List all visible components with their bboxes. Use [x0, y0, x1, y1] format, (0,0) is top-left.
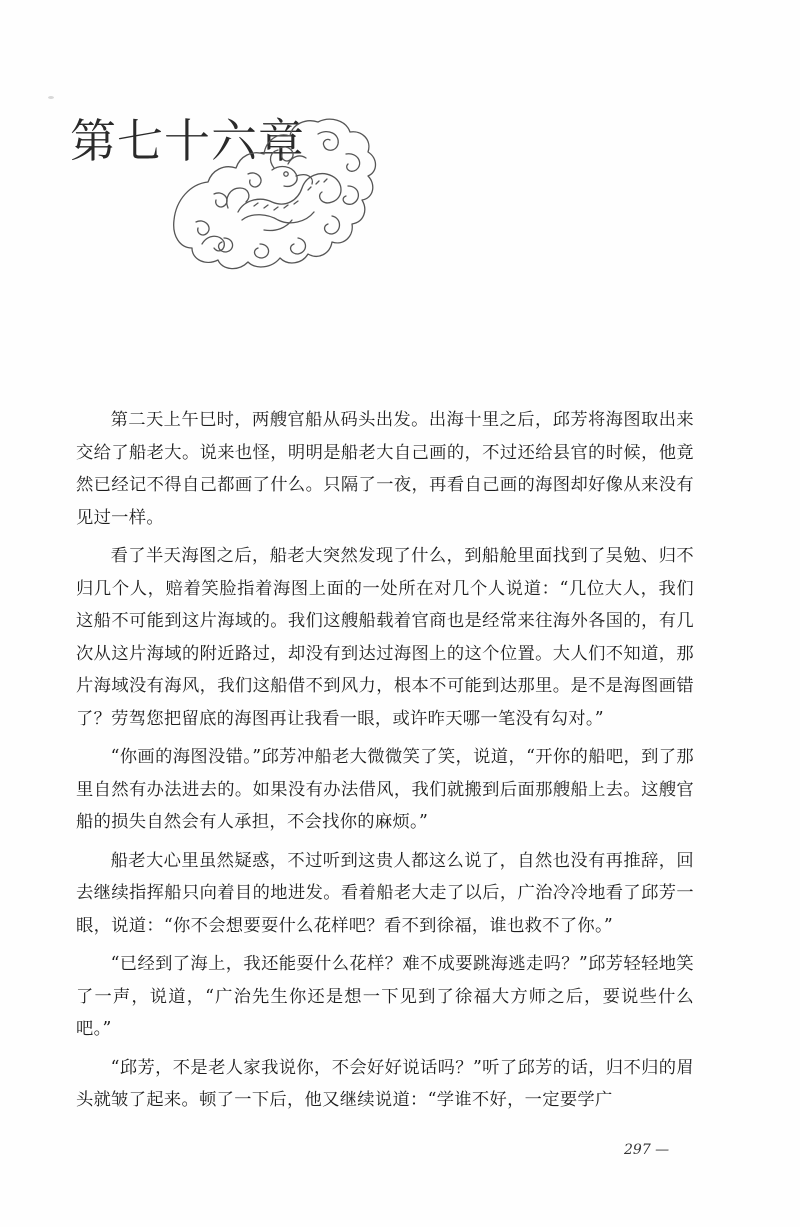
chapter-title: 第七十六章 [70, 114, 305, 168]
scan-speck [48, 96, 54, 99]
chapter-body [76, 404, 694, 1123]
paragraph: “已经到了海上，我还能耍什么花样？难不成要跳海逃走吗？”邱芳轻轻地笑了一声，说道，“广治先生你还是想一下见到了徐福大方师之后，要说些什么吧。” [76, 954, 694, 1039]
paragraph: 船老大心里虽然疑惑，不过听到这贵人都这么说了，自然也没有再推辞，回去继续指挥船只向着目的地进发。看着船老大走了以后，广治冷冷地看了邱芳一眼，说道：“你不会想要耍什么花样吧？看不到徐福，谁也救不了你。” [76, 850, 694, 936]
paragraph: “你画的海图没错。”邱芳冲船老大微微笑了笑，说道，“开你的船吧，到了那里自然有办法进去的。如果没有办法借风，我们就搬到后面那艘船上去。这艘官船的损失自然会有人承担，不会找你的麻烦。” [76, 747, 694, 832]
paragraph: 看了半天海图之后，船老大突然发现了什么，到船舱里面找到了吴勉、归不归几个人，赔着笑脸指着海图上面的一处所在对几个人说道：“几位大人，我们这船不可能到这片海域的。我们这艘船载着官商也是经常来往海外各国的，有几次从这片海域的附近路过，却没有到达过海图上的这个位置。大人们不知道，那片海域没有海风，我们这船借不到风力，根本不可能到达那里。是不是海图画错了？劳驾您把留底的海图再让我看一眼，或许昨天哪一笔没有勾对。” [76, 546, 694, 729]
paragraph: “邱芳，不是老人家我说你，不会好好说话吗？”听了邱芳的话，归不归的眉头就皱了起来。顿了一下后，他又继续说道：“学谁不好，一定要学广 [76, 1057, 694, 1110]
page-number: 297 — [624, 1142, 670, 1158]
paragraph: 第二天上午巳时，两艘官船从码头出发。出海十里之后，邱芳将海图取出来交给了船老大。说来也怪，明明是船老大自己画的，不过还给县官的时候，他竟然已经记不得自己都画了什么。只隔了一夜，再看自己画的海图却好像从来没有见过一样。 [76, 410, 694, 528]
cloud-dragon-ornament-icon [168, 112, 383, 282]
